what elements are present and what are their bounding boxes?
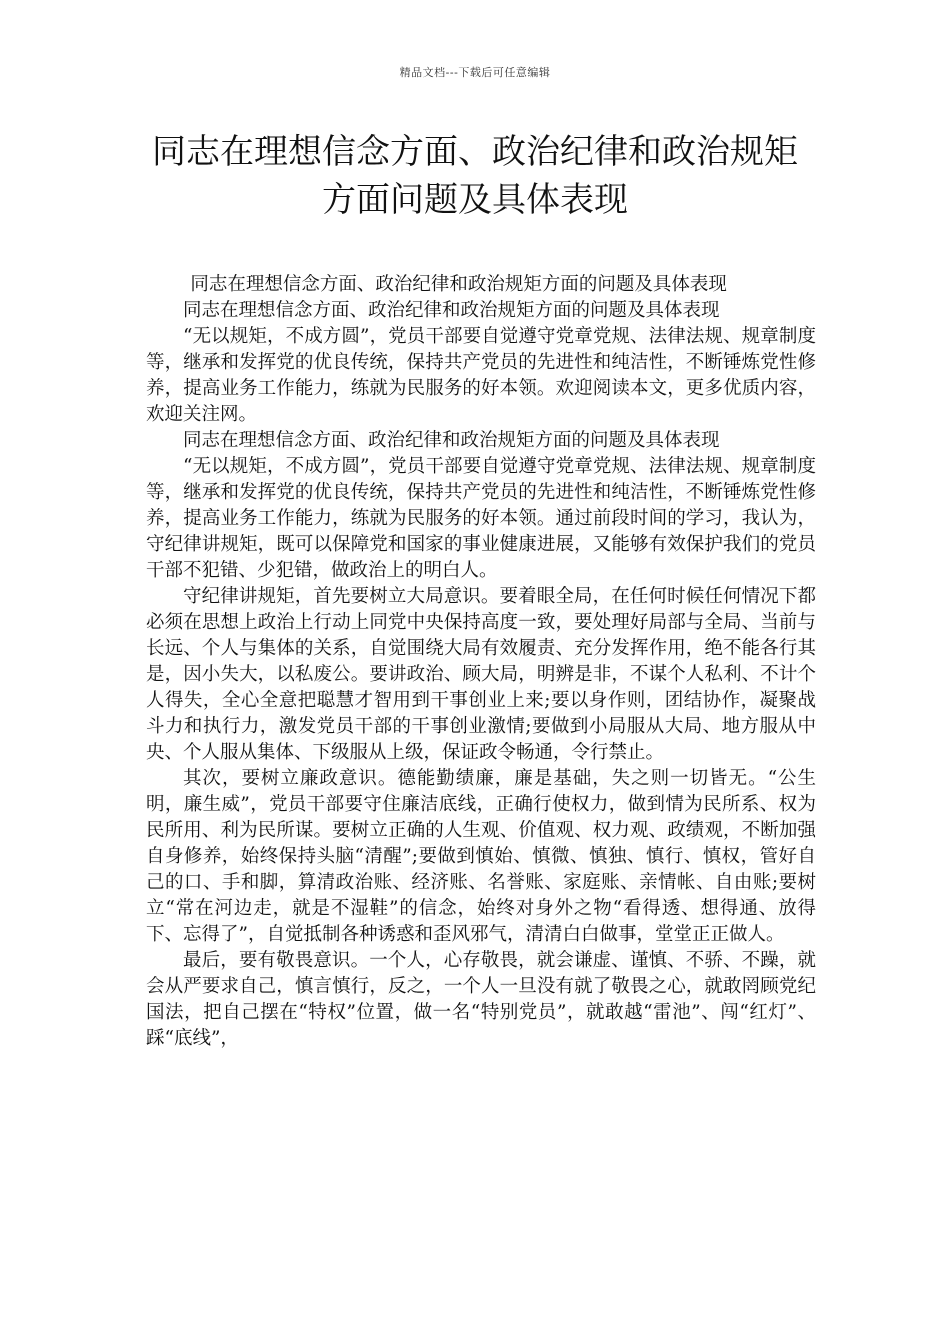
document-title: 同志在理想信念方面、政治纪律和政治规矩方面问题及具体表现: [152, 132, 798, 220]
paragraph-intro-extended: “无以规矩，不成方圆”，党员干部要自觉遵守党章党规、法律法规、规章制度等，继承和发挥党的优良传统，保持共产党员的先进性和纯洁性，不断锤炼党性修养，提高业务工作能力，练就为民服务的好本领。通过前段时间的学习，我认为，守纪律讲规矩，既可以保障党和国家的事业健康进展，又能够有效保护我们的党员干部不犯错、少犯错，做政治上的明白人。: [146, 456, 816, 581]
paragraph-integrity-awareness: 其次，要树立廉政意识。德能勤绩廉，廉是基础，失之则一切皆无。“公生明，廉生威”，党员干部要守住廉洁底线，正确行使权力，做到情为民所系、权为民所用、利为民所谋。要树立正确的人生观、价值观、权力观、政绩观，不断加强自身修养，始终保持头脑“清醒”;要做到慎始、慎微、慎独、慎行、慎权，管好自己的口、手和脚，算清政治账、经济账、名誉账、家庭账、亲情帐、自由账;要树立“常在河边走，就是不湿鞋”的信念，始终对身外之物“看得透、想得通、放得下、忘得了”，自觉抵制各种诱惑和歪风邪气，清清白白做事，堂堂正正做人。: [146, 768, 816, 945]
paragraph-heading-repeat-3: 同志在理想信念方面、政治纪律和政治规矩方面的问题及具体表现: [183, 430, 720, 451]
paragraph-overall-awareness: 守纪律讲规矩，首先要树立大局意识。要着眼全局，在任何时候任何情况下都必须在思想上政治上行动上同党中央保持高度一致，要处理好局部与全局、当前与长远、个人与集体的关系，自觉围绕大局有效履责、充分发挥作用，绝不能各行其是，因小失大，以私废公。要讲政治、顾大局，明辨是非，不谋个人私利、不计个人得失，全心全意把聪慧才智用到干事创业上来;要以身作则，团结协作，凝聚战斗力和执行力，激发党员干部的干事创业激情;要做到小局服从大局、地方服从中央、个人服从集体、下级服从上级，保证政令畅通，令行禁止。: [146, 586, 816, 763]
paragraph-awe-awareness: 最后，要有敬畏意识。一个人，心存敬畏，就会谦虚、谨慎、不骄、不躁，就会从严要求自己，慎言慎行，反之，一个人一旦没有就了敬畏之心，就敢罔顾党纪国法，把自己摆在“特权”位置，做一名“特别党员”，就敢越“雷池”、闯“红灯”、踩“底线”，: [146, 950, 816, 1049]
header-note: 精品文档---下载后可任意编辑: [399, 66, 551, 79]
document-body: [146, 272, 816, 1052]
paragraph-heading-repeat-2: 同志在理想信念方面、政治纪律和政治规矩方面的问题及具体表现: [183, 300, 720, 321]
paragraph-heading-repeat-1: 同志在理想信念方面、政治纪律和政治规矩方面的问题及具体表现: [190, 274, 727, 295]
paragraph-intro: “无以规矩，不成方圆”，党员干部要自觉遵守党章党规、法律法规、规章制度等，继承和发挥党的优良传统，保持共产党员的先进性和纯洁性，不断锤炼党性修养，提高业务工作能力，练就为民服务的好本领。欢迎阅读本文，更多优质内容，欢迎关注网。: [146, 326, 816, 425]
